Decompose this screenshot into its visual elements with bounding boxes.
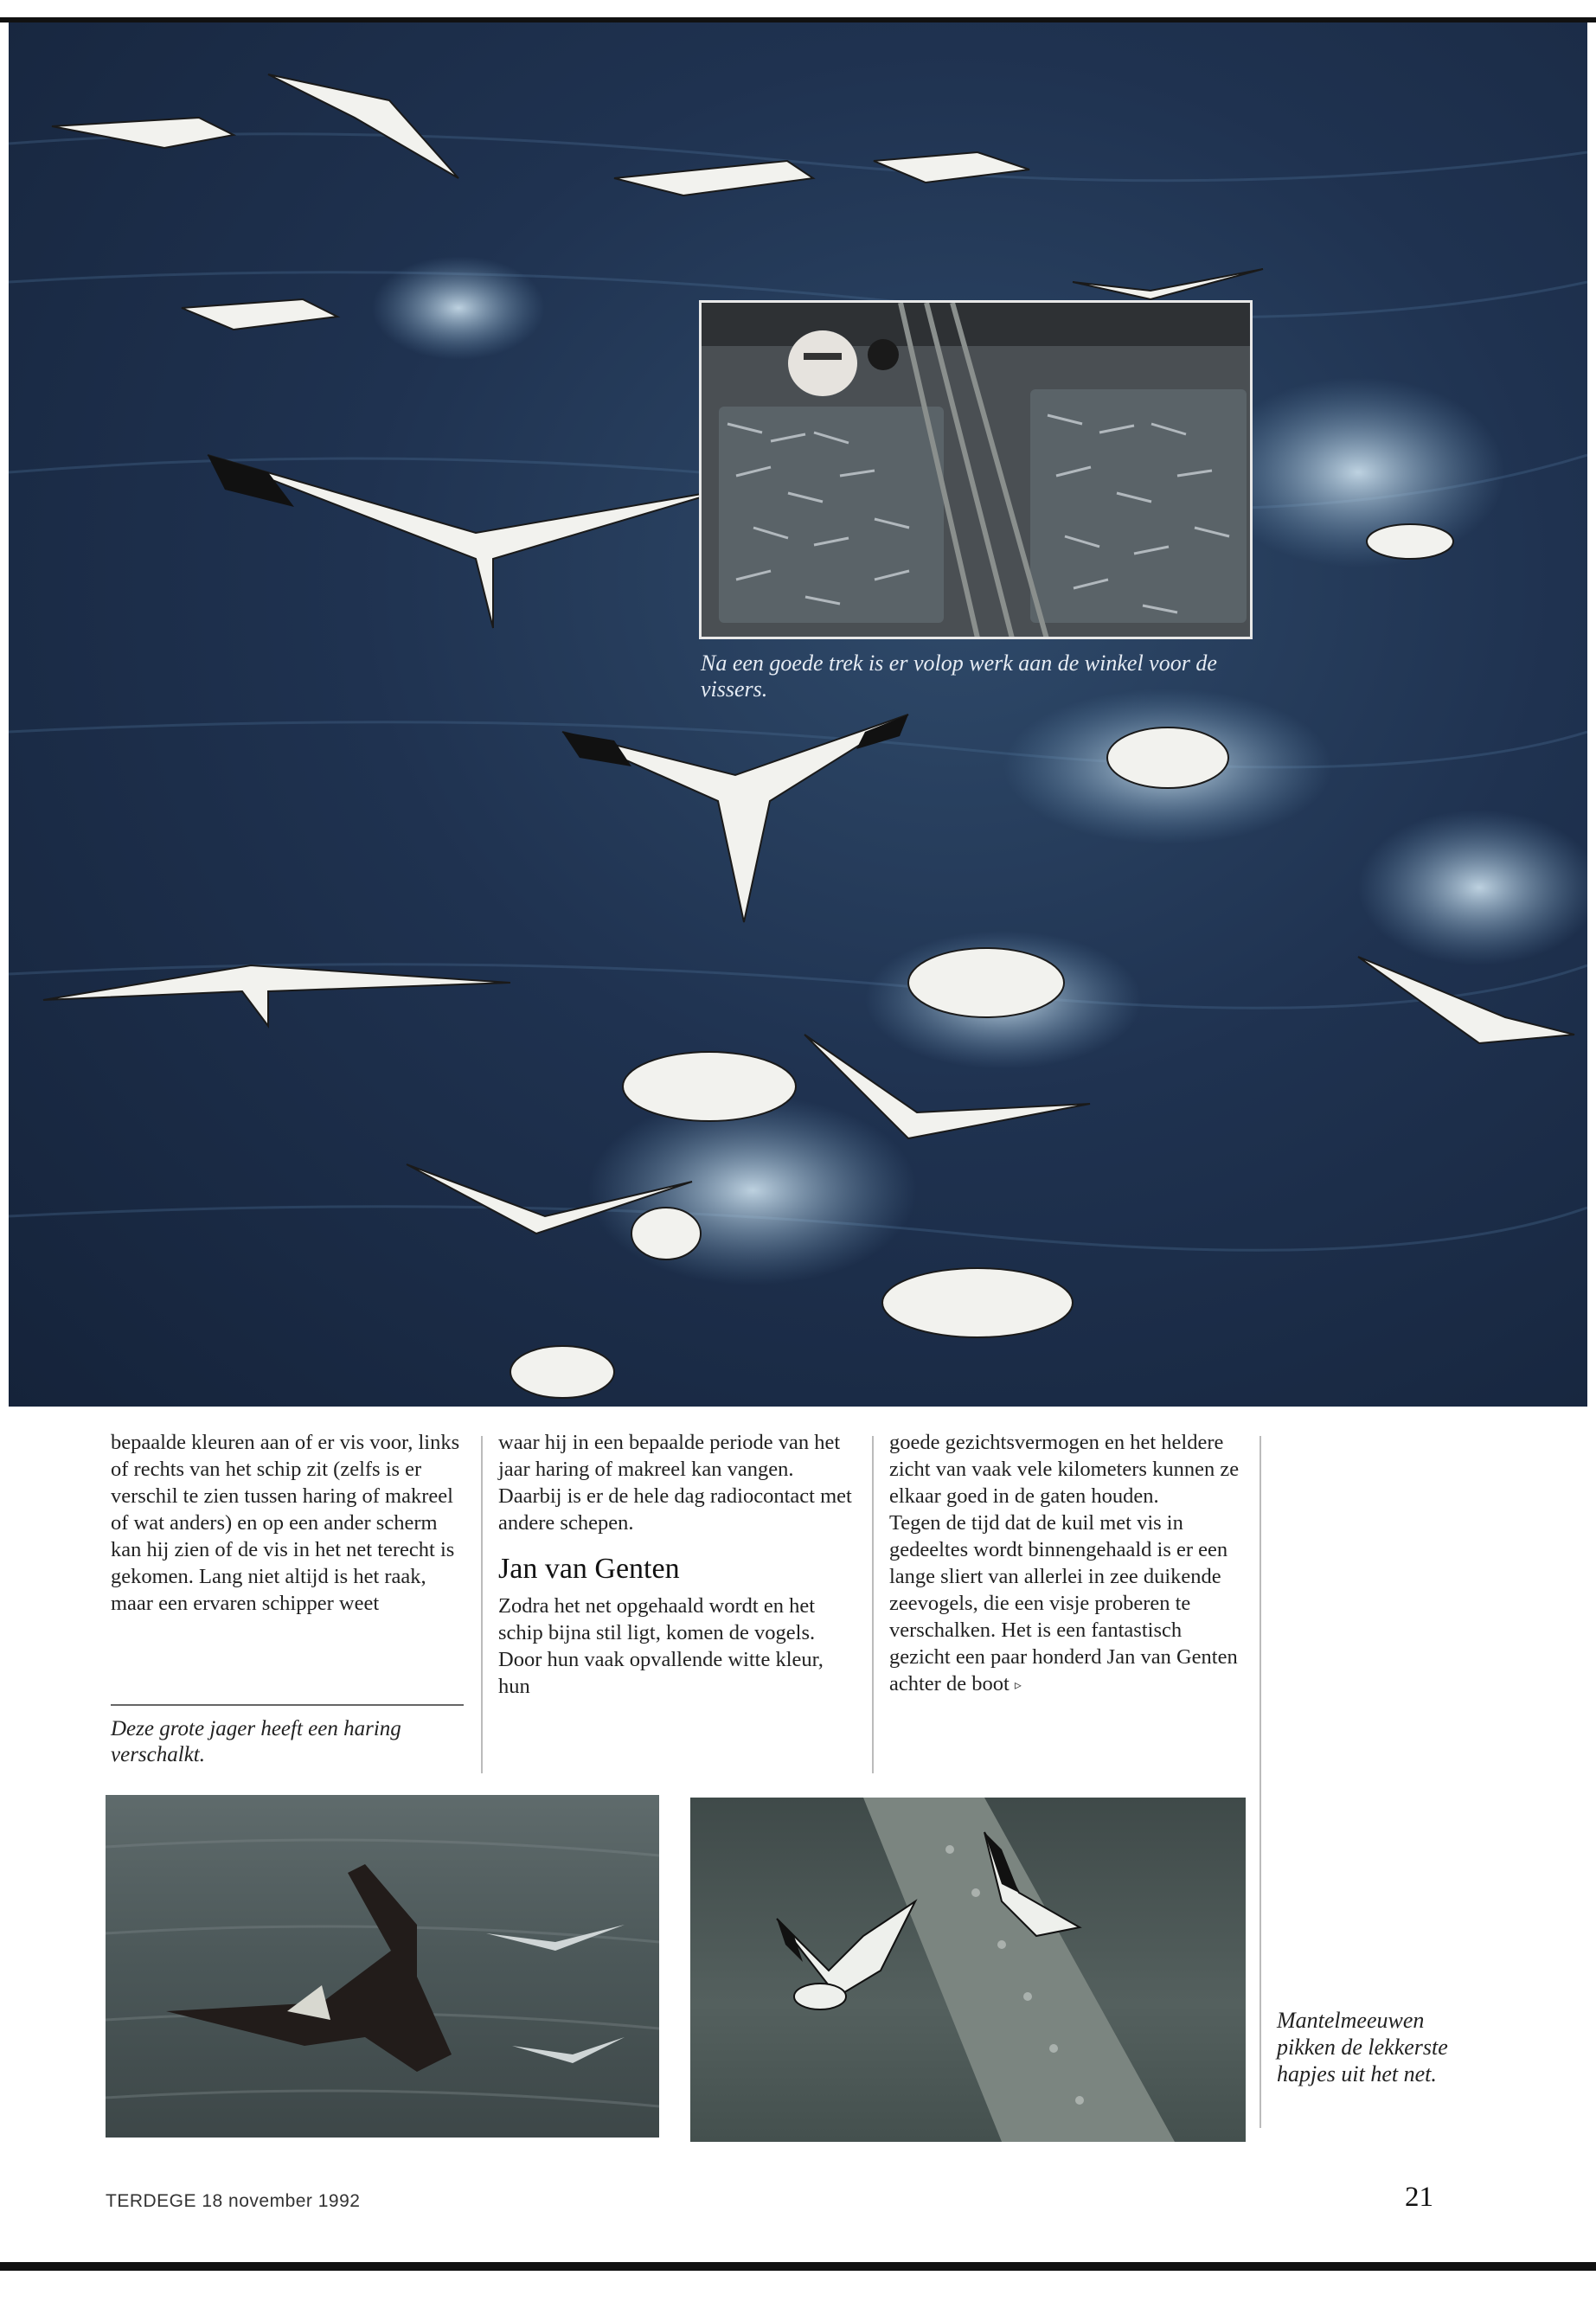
inset-photo-fish-catch xyxy=(699,300,1253,639)
footer-publication-date: TERDEGE 18 november 1992 xyxy=(106,2191,361,2211)
column-rule-1 xyxy=(481,1436,483,1773)
page-number: 21 xyxy=(1405,2182,1433,2213)
gulls-photo-illustration xyxy=(690,1798,1246,2142)
bottom-border xyxy=(0,2262,1596,2271)
subheading-jan-van-genten: Jan van Genten xyxy=(498,1553,680,1585)
hero-photo-gannets xyxy=(9,22,1587,1407)
photo-skua-with-herring xyxy=(106,1795,659,2138)
column2-paragraph-2: Zodra het net opgehaald wordt en het schip bijna stil ligt, komen de vogels. Door hun vaak opvallende witte kleur, hun xyxy=(498,1594,824,1698)
text-column-2 xyxy=(498,1429,853,1700)
column1-photo-caption: Deze grote jager heeft een haring verschalkt. xyxy=(111,1717,401,1766)
column3-paragraph-1: goede gezichtsvermogen en het heldere zicht van vaak vele kilometers kunnen ze elkaar goed in de gaten houden. xyxy=(889,1431,1240,1508)
column2-paragraph-1: waar hij in een bepaalde periode van het jaar haring of makreel kan vangen. Daarbij is er de hele dag radiocontact met andere schepen. xyxy=(498,1431,852,1535)
column-rule-2 xyxy=(872,1436,874,1773)
column-rule-3 xyxy=(1259,1436,1261,2128)
skua-photo-illustration xyxy=(106,1795,659,2138)
inset-photo-illustration xyxy=(702,303,1253,639)
text-column-1 xyxy=(111,1429,465,1617)
column1-paragraph: bepaalde kleuren aan of er vis voor, links of rechts van het schip zit (zelfs is er verschil te zien tussen haring of makreel of wat anders) en op een ander scherm kan hij zien of de vis in het net terecht is gekomen. Lang niet altijd is het raak, maar een ervaren schipper weet xyxy=(111,1431,460,1615)
photo-gulls-at-net xyxy=(690,1798,1246,2142)
hero-photo-illustration xyxy=(9,22,1587,1407)
inset-photo-caption: Na een goede trek is er volop werk aan de winkel voor de vissers. xyxy=(701,651,1217,702)
column3-paragraph-2: Tegen de tijd dat de kuil met vis in gedeeltes wordt binnengehaald is er een lange sliert van allerlei in zee duikende zeevogels, die een visje proberen te verschalken. Het is een fantastisch gezicht een paar honderd Jan van Genten achter de boot xyxy=(889,1511,1238,1695)
caption-divider xyxy=(111,1704,464,1706)
text-column-3 xyxy=(889,1429,1244,1699)
continue-arrow-icon: ▹ xyxy=(1014,1677,1022,1693)
side-photo-caption: Mantelmeeuwen pikken de lekkerste hapjes uit het net. xyxy=(1277,2008,1448,2086)
